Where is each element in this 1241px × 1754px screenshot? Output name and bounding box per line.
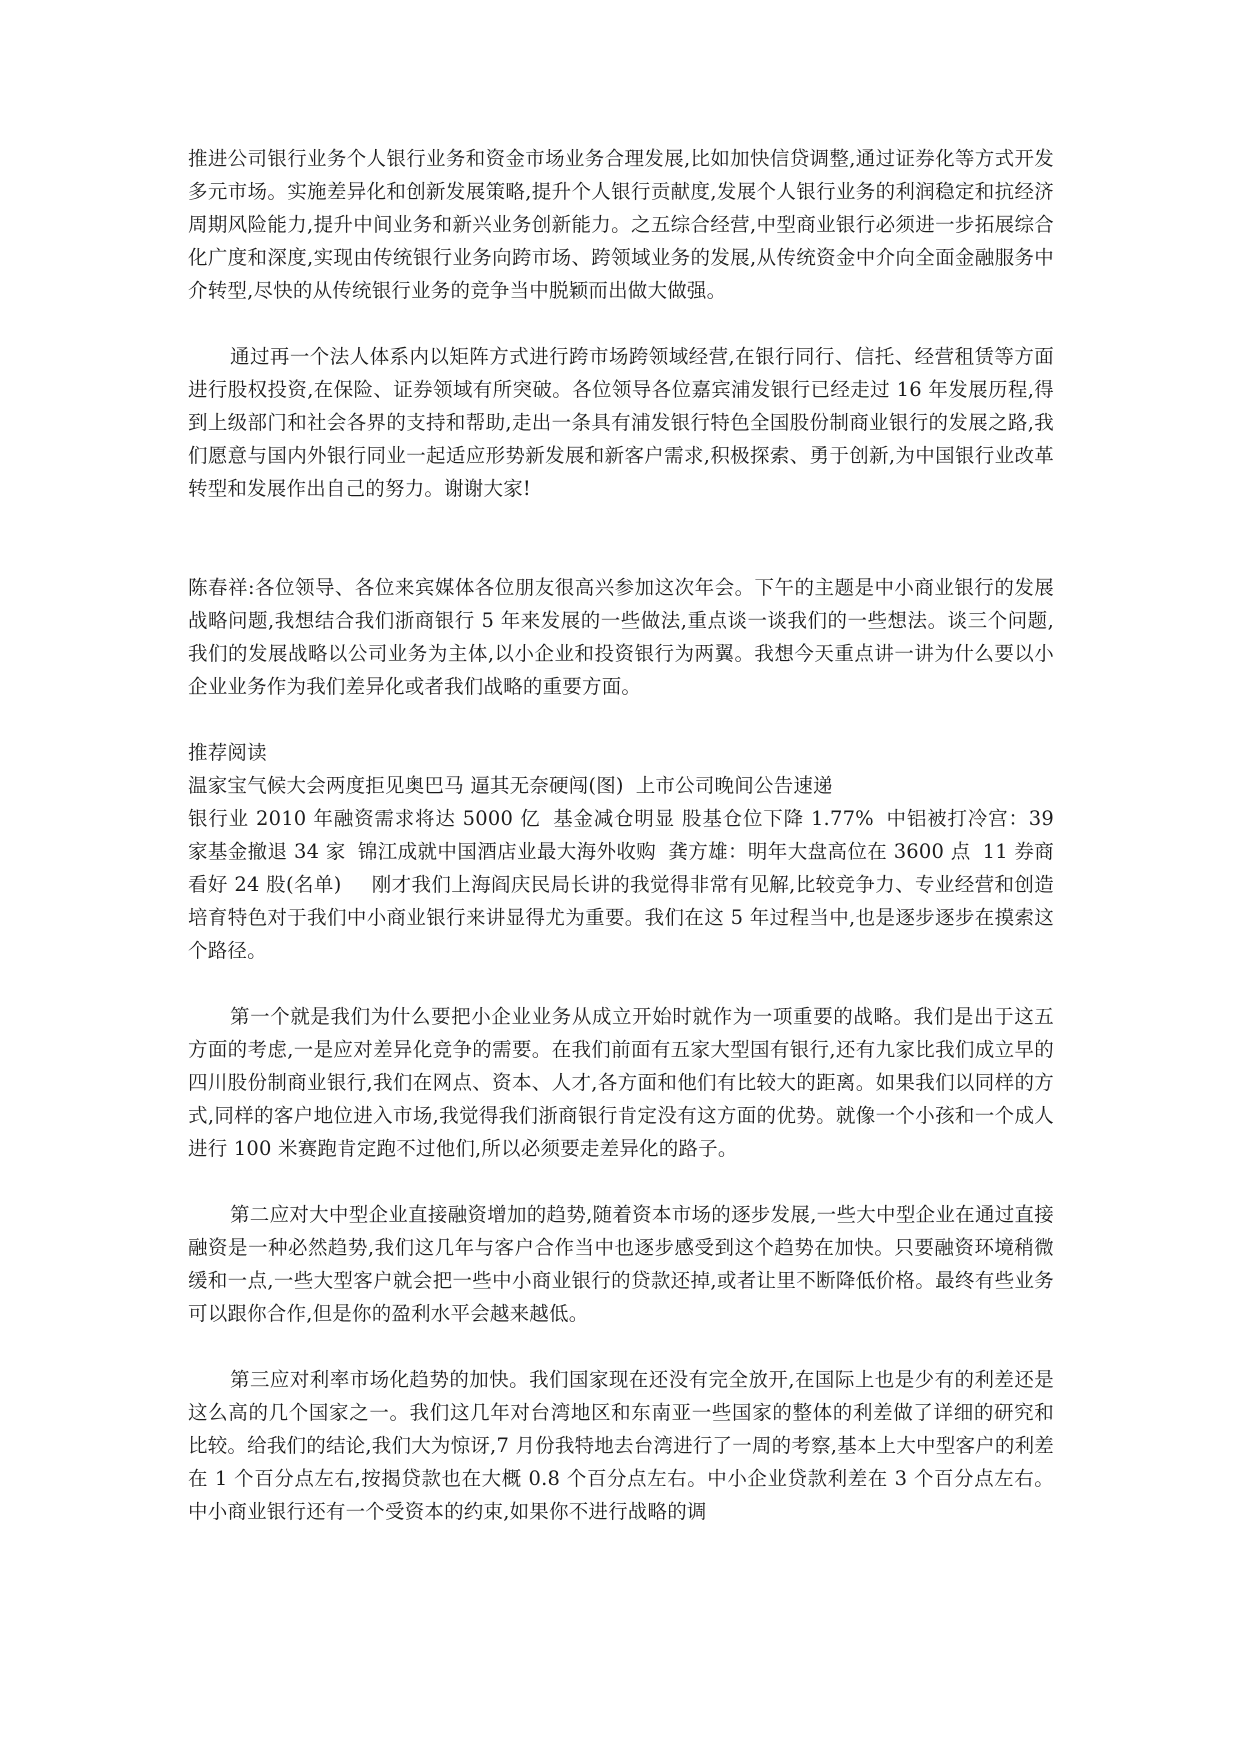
recommended-reading-title: 推荐阅读 <box>188 741 267 764</box>
recommended-links-block <box>188 802 1054 967</box>
recommended-reading <box>188 736 1054 967</box>
recommended-link[interactable]: 中铝被打冷宫：39 家基金撤退 34 家 <box>188 807 1054 863</box>
paragraph-continuation: 刚才我们上海阎庆民局长讲的我觉得非常有见解,比较竞争力、专业经营和创造培育特色对于我们中小商业银行来讲显得尤为重要。我们在这 5 年过程当中,也是逐步逐步在摸索这个路径。 <box>188 873 1054 962</box>
paragraph-2: 通过再一个法人体系内以矩阵方式进行跨市场跨领域经营,在银行同行、信托、经营租赁等方面进行股权投资,在保险、证券领域有所突破。各位领导各位嘉宾浦发银行已经走过 16 年发展历程,得到上级部门和社会各界的支持和帮助,走出一条具有浦发银行特色全国股份制商业银行的发展之路,我们愿意与国内外银行同业一起适应形势新发展和新客户需求,积极探索、勇于创新,为中国银行业改革转型和发展作出自己的努力。谢谢大家! <box>188 345 1054 500</box>
recommended-link[interactable]: 11 券商看好 24 股(名单) <box>188 840 1054 896</box>
paragraph-speaker-chen: 陈春祥:各位领导、各位来宾媒体各位朋友很高兴参加这次年会。下午的主题是中小商业银行的发展战略问题,我想结合我们浙商银行 5 年来发展的一些做法,重点谈一谈我们的一些想法。谈三个问题,我们的发展战略以公司业务为主体,以小企业和投资银行为两翼。我想今天重点讲一讲为什么要以小企业业务作为我们差异化或者我们战略的重要方面。 <box>188 576 1054 698</box>
recommended-link[interactable]: 基金减仓明显 股基仓位下降 1.77% <box>552 807 874 830</box>
recommended-link[interactable]: 上市公司晚间公告速递 <box>635 774 833 797</box>
recommended-link[interactable]: 温家宝气候大会两度拒见奥巴马 逼其无奈硬闯(图) <box>188 774 624 797</box>
paragraph-1: 推进公司银行业务个人银行业务和资金市场业务合理发展,比如加快信贷调整,通过证券化等方式开发多元市场。实施差异化和创新发展策略,提升个人银行贡献度,发展个人银行业务的利润稳定和抗经济周期风险能力,提升中间业务和新兴业务创新能力。之五综合经营,中型商业银行必须进一步拓展综合化广度和深度,实现由传统银行业务向跨市场、跨领域业务的发展,从传统资金中介向全面金融服务中介转型,尽快的从传统银行业务的竞争当中脱颖而出做大做强。 <box>188 147 1054 302</box>
recommended-link[interactable]: 龚方雄：明年大盘高位在 3600 点 <box>668 840 971 863</box>
paragraph-6: 第二应对大中型企业直接融资增加的趋势,随着资本市场的逐步发展,一些大中型企业在通过直接融资是一种必然趋势,我们这几年与客户合作当中也逐步感受到这个趋势在加快。只要融资环境稍微缓和一点,一些大型客户就会把一些中小商业银行的贷款还掉,或者让里不断降低价格。最终有些业务可以跟你合作,但是你的盈利水平会越来越低。 <box>188 1203 1054 1325</box>
recommended-links-line-1 <box>188 769 1054 802</box>
paragraph-7: 第三应对利率市场化趋势的加快。我们国家现在还没有完全放开,在国际上也是少有的利差还是这么高的几个国家之一。我们这几年对台湾地区和东南亚一些国家的整体的利差做了详细的研究和比较。给我们的结论,我们大为惊讶,7 月份我特地去台湾进行了一周的考察,基本上大中型客户的利差在 1 个百分点左右,按揭贷款也在大概 0.8 个百分点左右。中小企业贷款利差在 3 个百分点左右。中小商业银行还有一个受资本的约束,如果你不进行战略的调 <box>188 1368 1054 1523</box>
recommended-link[interactable]: 银行业 2010 年融资需求将达 5000 亿 <box>188 807 541 830</box>
paragraph-5: 第一个就是我们为什么要把小企业业务从成立开始时就作为一项重要的战略。我们是出于这五方面的考虑,一是应对差异化竞争的需要。在我们前面有五家大型国有银行,还有九家比我们成立早的四川股份制商业银行,我们在网点、资本、人才,各方面和他们有比较大的距离。如果我们以同样的方式,同样的客户地位进入市场,我觉得我们浙商银行肯定没有这方面的优势。就像一个小孩和一个成人进行 100 米赛跑肯定跑不过他们,所以必须要走差异化的路子。 <box>188 1005 1054 1160</box>
article-body <box>188 142 1054 1528</box>
recommended-link[interactable]: 锦江成就中国酒店业最大海外收购 <box>357 840 657 863</box>
